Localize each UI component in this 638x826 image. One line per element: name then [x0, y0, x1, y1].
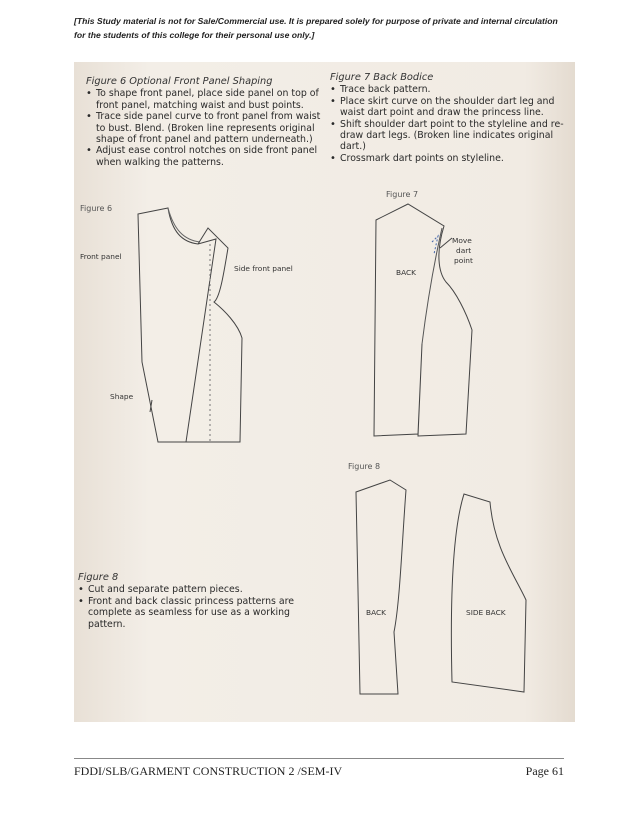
figure-7-bullet: • Shift shoulder dart point to the styleline and re-draw dart legs. (Broken line indicates original dart.)	[340, 119, 566, 153]
figure-8-instructions	[78, 572, 322, 630]
figure-6-bullet: • Trace side panel curve to front panel from waist to bust. Blend. (Broken line represents original shape of front panel and pattern underneath.)	[96, 111, 324, 145]
move-label: Move	[452, 236, 472, 245]
back-label-fig8: BACK	[366, 608, 387, 617]
footer-page-number: Page 61	[525, 764, 564, 778]
figure-8-label: Figure 8	[348, 462, 381, 471]
figure-7-bullet-list	[330, 84, 566, 164]
footer-divider	[74, 758, 564, 759]
side-front-panel-label: Side front panel	[234, 264, 293, 273]
disclaimer	[74, 14, 564, 42]
figure-6-instructions	[86, 76, 324, 168]
figure-8-heading: Figure 8	[78, 572, 119, 583]
figure-7-heading: Figure 7 Back Bodice	[330, 72, 434, 83]
disclaimer-line-2: for the students of this college for their personal use only.]	[74, 30, 315, 40]
back-label-fig7: BACK	[396, 268, 417, 277]
figure-7-label: Figure 7	[386, 190, 419, 199]
figure-8-bullet: • Cut and separate pattern pieces.	[88, 584, 322, 595]
figure-8-bullet-list	[78, 584, 322, 630]
figure-6-label: Figure 6	[80, 204, 113, 213]
footer-course-code: FDDI/SLB/GARMENT CONSTRUCTION 2 /SEM-IV	[74, 764, 343, 778]
dart-label: dart	[456, 246, 472, 255]
scanned-pattern-page	[74, 62, 575, 722]
front-panel-label: Front panel	[80, 252, 122, 261]
disclaimer-line-1: [This Study material is not for Sale/Commercial use. It is prepared solely for purpose of private and internal circulation	[74, 16, 558, 26]
figure-6-bullet-list	[86, 88, 324, 168]
side-back-label: SIDE BACK	[466, 608, 506, 617]
point-label: point	[454, 256, 473, 265]
figure-6-heading: Figure 6 Optional Front Panel Shaping	[86, 76, 273, 87]
figure-6-bullet: • To shape front panel, place side panel on top of front panel, matching waist and bust points.	[96, 88, 324, 111]
figure-7-bullet: • Crossmark dart points on styleline.	[340, 153, 566, 164]
figure-8-bullet: • Front and back classic princess patterns are complete as seamless for use as a working pattern.	[88, 596, 322, 630]
shape-label: Shape	[110, 392, 134, 401]
figure-7-bullet: • Place skirt curve on the shoulder dart leg and waist dart point and draw the princess line.	[340, 96, 566, 119]
figure-7-bullet: • Trace back pattern.	[340, 84, 566, 95]
figure-7-instructions	[330, 72, 566, 164]
figure-6-bullet: • Adjust ease control notches on side front panel when walking the patterns.	[96, 145, 324, 168]
